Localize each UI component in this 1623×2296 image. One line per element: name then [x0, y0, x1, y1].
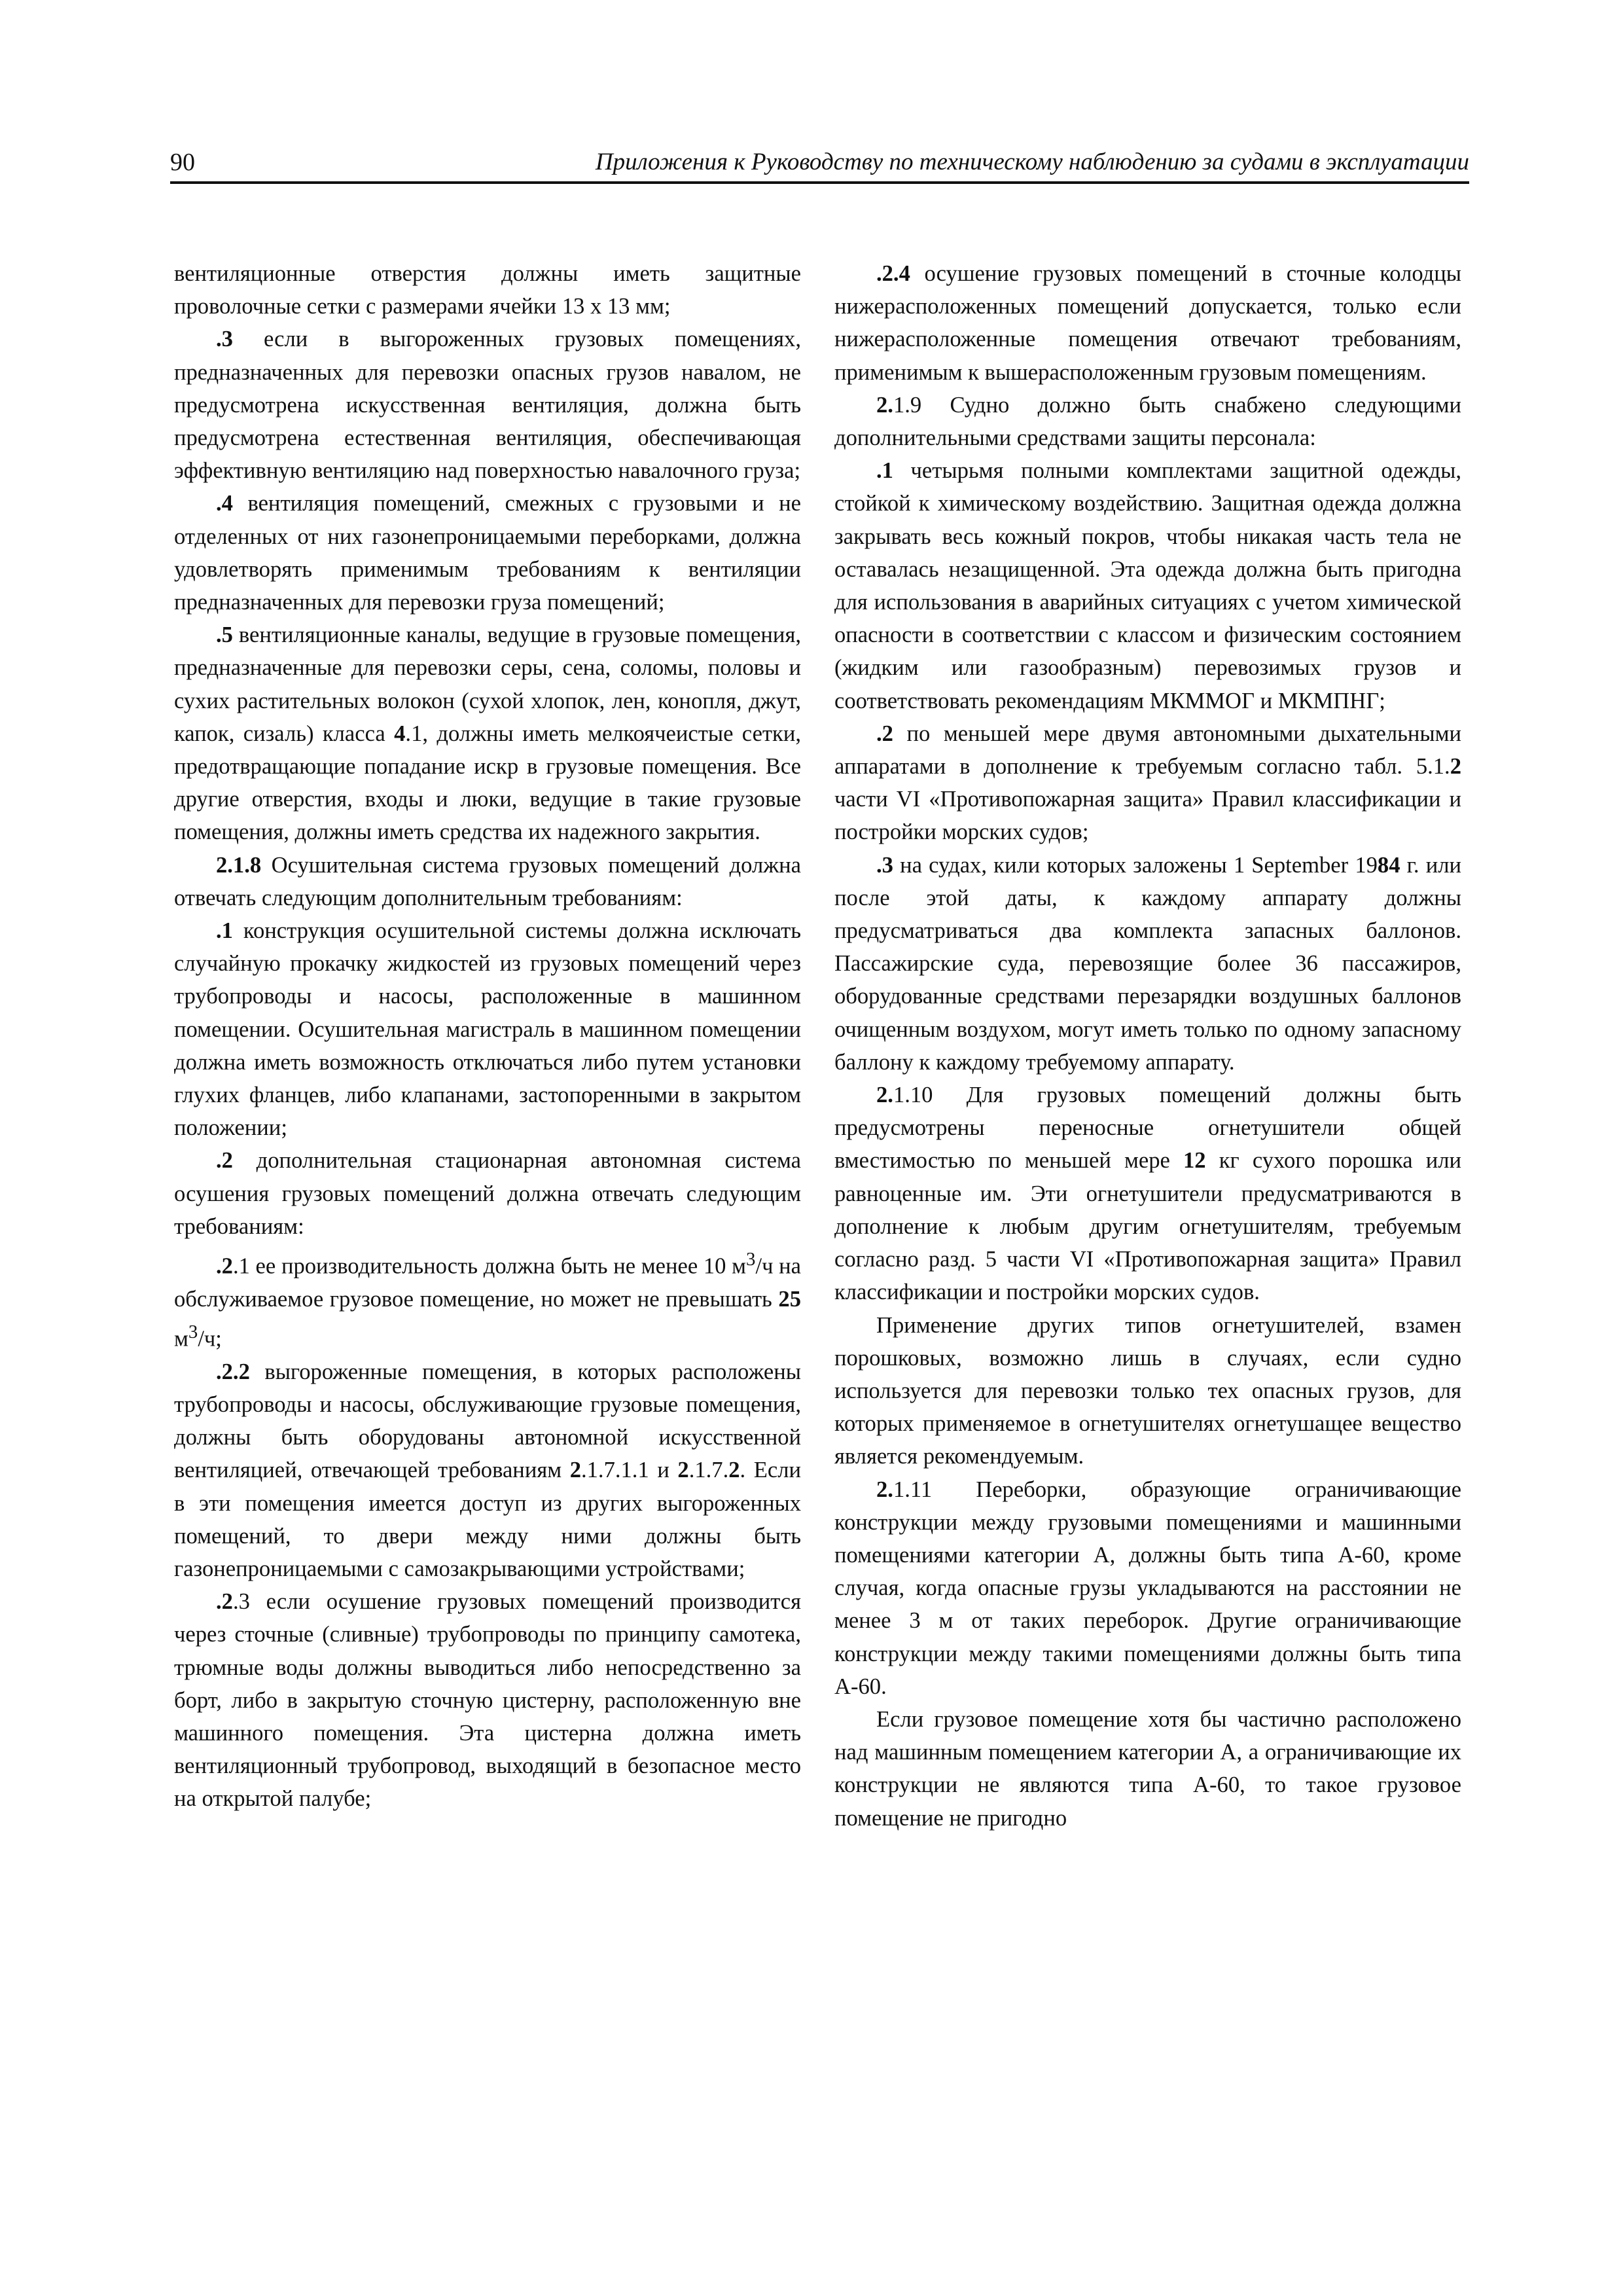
- paragraph: .2 по меньшей мере двумя автономными дыхательными аппаратами в дополнение к требуемым согласно табл. 5.1.2 части VI «Противопожарная защита» Правил классификации и постройки морских судов;: [834, 721, 1461, 845]
- paragraph: .1 конструкция осушительной системы должна исключать случайную прокачку жидкостей из грузовых помещений через трубопроводы и насосы, расположенные в машинном помещении. Осушительная магистраль в машинном помещении должна иметь возможность отключаться либо путем установки глухих фланцев, либо клапанами, застопоренными в закрытом положении;: [174, 918, 801, 1141]
- paragraph: .4 вентиляция помещений, смежных с грузовыми и не отделенных от них газонепроницаемыми переборками, должна удовлетворять применимым требованиям к вентиляции предназначенных для перевозки груза помещений;: [174, 491, 801, 615]
- page-header: [170, 147, 1469, 184]
- paragraph: .2 дополнительная стационарная автономная система осушения грузовых помещений должна отвечать следующим требованиям:: [174, 1148, 801, 1239]
- paragraph: вентиляционные отверстия должны иметь защитные проволочные сетки с размерами ячейки 13 х 13 мм;: [174, 261, 801, 319]
- paragraph: Применение других типов огнетушителей, взамен порошковых, возможно лишь в случаях, если судно используется для перевозки только тех опасных грузов, для которых применяемое в огнетушителях огнетушащее вещество является рекомендуемым.: [834, 1312, 1461, 1469]
- right-column: [834, 257, 1461, 1835]
- paragraph: Если грузовое помещение хотя бы частично расположено над машинным помещением категории А, а ограничивающие их конструкции не являются типа А-60, то такое грузовое помещение не пригодно: [834, 1706, 1461, 1831]
- running-title: Приложения к Руководству по техническому наблюдению за судами в эксплуатации: [595, 149, 1469, 175]
- paragraph: .3 если в выгороженных грузовых помещениях, предназначенных для перевозки опасных грузов навалом, не предусмотрена искусственная вентиляция, должна быть предусмотрена естественная вентиляция, обеспечивающая эффективную вентиляцию над поверхностью навалочного груза;: [174, 327, 801, 484]
- paragraph: .2.1 ее производительность должна быть не менее 10 $м^3/ч$ на обслуживаемое грузовое помещение, но может не превышать 25 $м^3/ч$;: [174, 1249, 802, 1352]
- paragraph: .3 на судах, кили которых заложены 1 September 1984 г. или после этой даты, к каждому аппарату должны предусматриваться два комплекта запасных баллонов. Пассажирские суда, перевозящие более 36 пассажиров, оборудованные средствами перезарядки воздушных баллонов очищенным воздухом, могут иметь только по одному запасному баллону к каждому требуемому аппарату.: [834, 852, 1461, 1075]
- paragraph: 2.1.9 Судно должно быть снабжено следующими дополнительными средствами защиты персонала:: [834, 392, 1461, 451]
- left-column: [174, 257, 801, 1816]
- paragraph: .2.2 выгороженные помещения, в которых расположены трубопроводы и насосы, обслуживающие грузовые помещения, должны быть оборудованы автономной искусственной вентиляцией, отвечающей требованиям 2.1.7.1.1 и 2.1.7.2. Если в эти помещения имеется доступ из других выгороженных помещений, то двери между ними должны быть газонепроницаемыми с самозакрывающими устройствами;: [174, 1359, 801, 1581]
- paragraph: 2.1.8 Осушительная система грузовых помещений должна отвечать следующим дополнительным требованиям:: [174, 852, 801, 910]
- paragraph: .5 вентиляционные каналы, ведущие в грузовые помещения, предназначенные для перевозки серы, сена, соломы, половы и сухих растительных волокон (сухой хлопок, лен, конопля, джут, капок, сизаль) класса 4.1, должны иметь мелкоячеистые сетки, предотвращающие попадание искр в грузовые помещения. Все другие отверстия, входы и люки, ведущие в такие грузовые помещения, должны иметь средства их надежного закрытия.: [174, 622, 801, 845]
- paragraph: 2.1.11 Переборки, образующие ограничивающие конструкции между грузовыми помещениями и машинными помещениями категории А, должны быть типа А-60, кроме случая, когда опасные грузы укладываются на расстоянии не менее 3 м от таких переборок. Другие ограничивающие конструкции между такими помещениями должны быть типа А-60.: [834, 1477, 1461, 1699]
- paragraph: .2.4 осушение грузовых помещений в сточные колодцы нижерасположенных помещений допускается, только если нижерасположенные помещения отвечают требованиям, применимым к вышерасположенным грузовым помещениям.: [834, 261, 1461, 385]
- paragraph: 2.1.10 Для грузовых помещений должны быть предусмотрены переносные огнетушители общей вместимостью по меньшей мере 12 кг сухого порошка или равноценные им. Эти огнетушители предусматриваются в дополнение к любым другим огнетушителям, требуемым согласно разд. 5 части VI «Противопожарная защита» Правил классификации и постройки морских судов.: [834, 1083, 1461, 1305]
- page-number: 90: [170, 149, 195, 176]
- paragraph: .2.3 если осушение грузовых помещений производится через сточные (сливные) трубопроводы по принципу самотека, трюмные воды должны выводиться либо непосредственно за борт, либо в закрытую сточную цистерну, расположенную вне машинного помещения. Эта цистерна должна иметь вентиляционный трубопровод, выходящий в безопасное место на открытой палубе;: [174, 1589, 801, 1812]
- paragraph: .1 четырьмя полными комплектами защитной одежды, стойкой к химическому воздействию. Защитная одежда должна закрывать весь кожный покров, чтобы никакая часть тела не оставалась незащищенной. Эта одежда должна быть пригодна для использования в аварийных ситуациях с учетом химической опасности в соответствии с классом и физическим состоянием (жидким или газообразным) перевозимых грузов и соответствовать рекомендациям МКММОГ и МКМПНГ;: [834, 458, 1461, 713]
